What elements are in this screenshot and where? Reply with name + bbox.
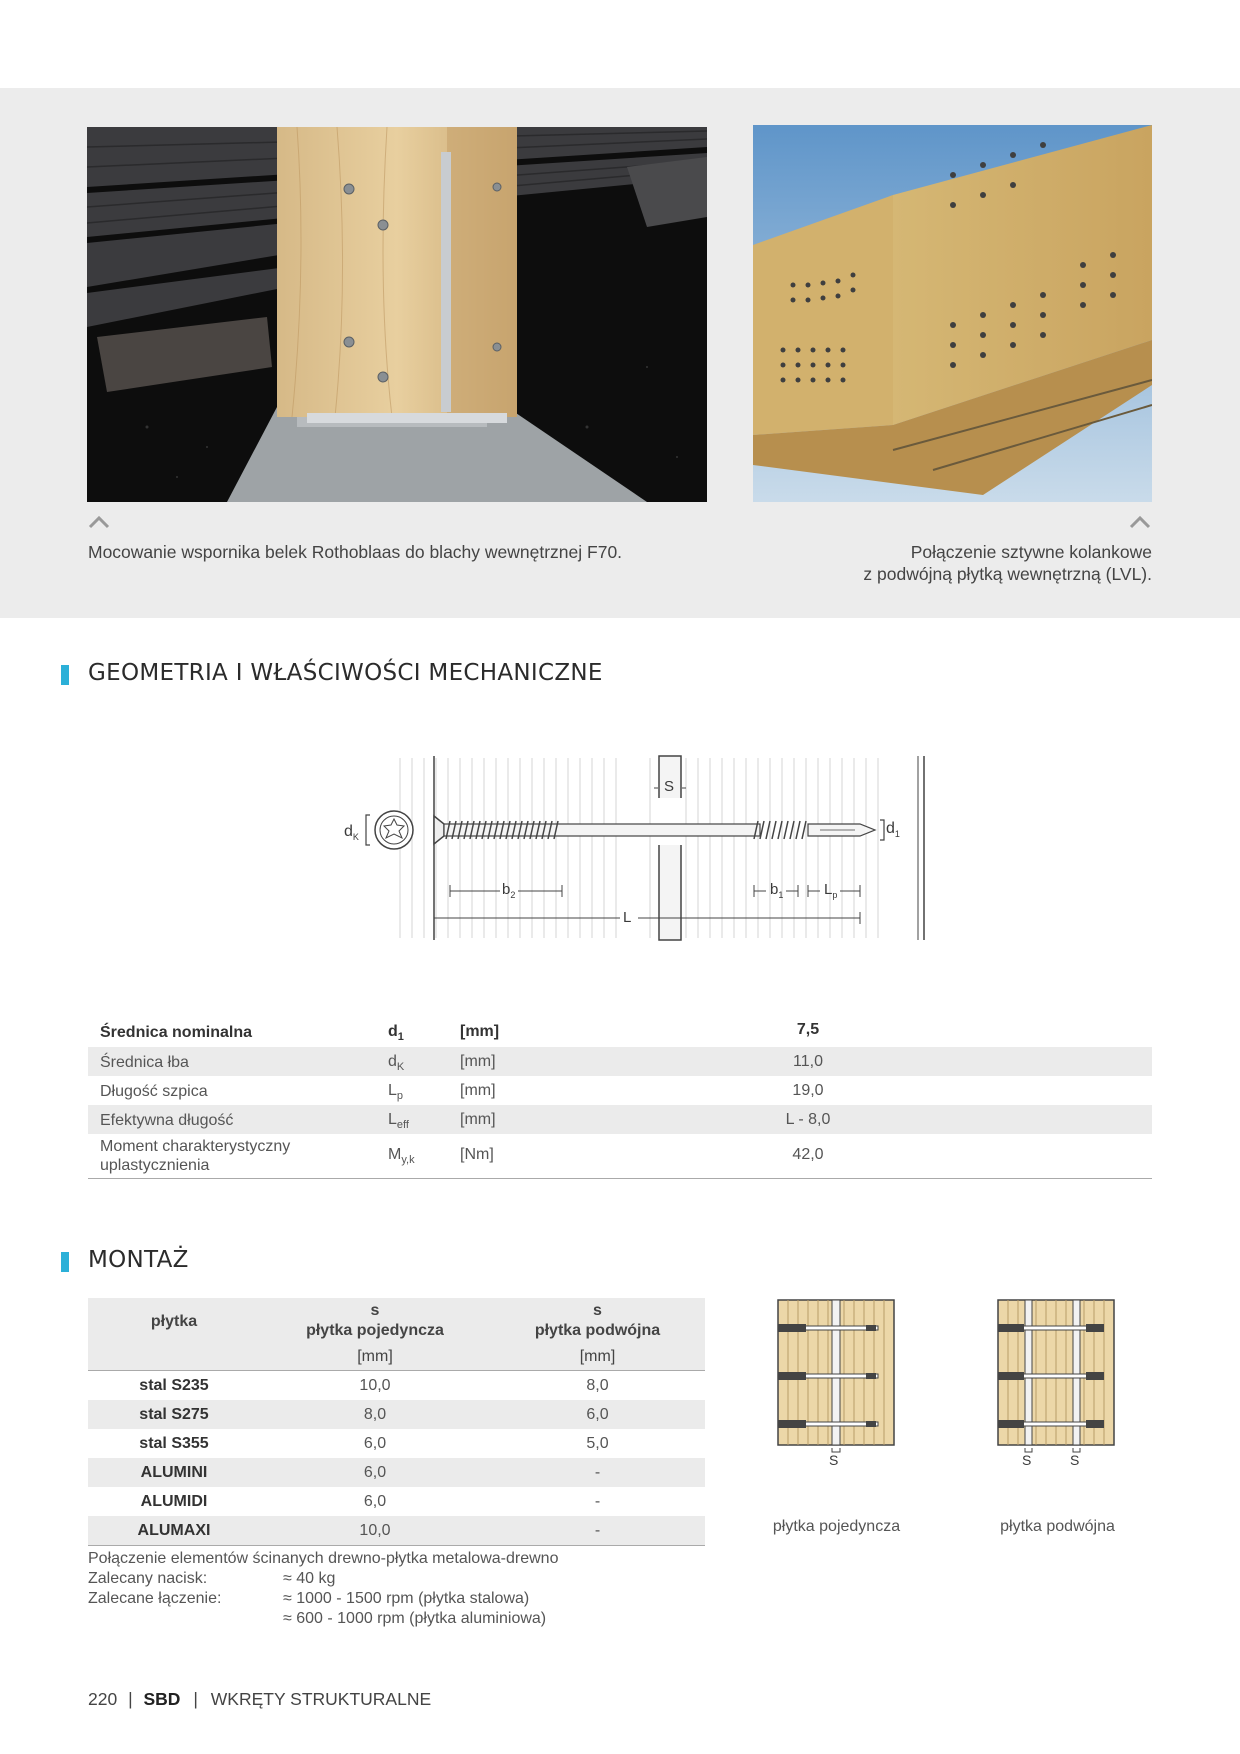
property-name: Długość szpica [100,1083,208,1100]
table-row [88,1516,705,1546]
label-lp: L [824,881,833,898]
note-joint-value-steel: ≈ 1000 - 1500 rpm (płytka stalowa) [283,1590,530,1607]
section-title-assembly: MONTAŻ [88,1247,189,1273]
property-symbol: L [388,1082,397,1099]
table-row [88,1487,705,1516]
single-value: 6,0 [363,1435,387,1452]
note-joint-value-aluminium: ≈ 600 - 1000 rpm (płytka aluminiowa) [283,1610,547,1627]
table-row [88,1371,705,1400]
table-row [88,1429,705,1458]
property-unit: [mm] [460,1023,500,1040]
col-header-s: s [370,1302,380,1319]
double-value: 8,0 [586,1377,609,1394]
property-symbol: L [388,1111,397,1128]
property-row [88,1105,1152,1134]
single-value: 6,0 [363,1464,387,1481]
label-d1-sub: 1 [894,829,900,840]
property-row [88,1076,1152,1105]
photo-post-connection [87,127,707,502]
figure-single-s: S [829,1452,839,1468]
table-row [88,1400,705,1429]
property-value: L - 8,0 [785,1111,831,1128]
property-value: 42,0 [792,1146,824,1163]
property-row [88,1047,1152,1076]
single-value: 6,0 [363,1493,387,1510]
label-b1: b [770,881,779,898]
chevron-up-icon[interactable] [88,515,110,529]
property-symbol-sub: y,k [401,1154,415,1167]
chevron-up-icon[interactable] [1129,515,1151,529]
section-marker [61,665,69,685]
col-header-s: s [593,1302,602,1319]
photo-knee-joint [753,125,1152,502]
footer-brand: SBD [143,1689,181,1709]
property-symbol-sub: K [396,1061,405,1074]
property-header-row [88,1017,1152,1046]
double-value: 5,0 [586,1435,609,1452]
single-value: 10,0 [359,1522,391,1539]
plate-type: stal S355 [139,1435,209,1452]
figure-double-plate [990,1298,1120,1478]
property-value: 19,0 [792,1082,824,1099]
col-header-single: płytka pojedyncza [306,1322,444,1339]
figure-double-s-left: S [1022,1452,1032,1468]
property-symbol: M [388,1146,402,1163]
property-name: Średnica łba [100,1054,189,1071]
plate-type: ALUMAXI [137,1522,211,1539]
property-symbol-sub: 1 [397,1031,404,1044]
col-header-double: płytka podwójna [534,1322,661,1339]
label-b1-sub: 1 [778,890,784,900]
property-name: Efektywna długość [100,1112,234,1129]
figure-single-label: płytka pojedyncza [772,1518,901,1535]
footer-title: WKRĘTY STRUKTURALNE [210,1689,432,1709]
property-symbol: d [388,1023,398,1040]
page-footer: 220 | SBD | WKRĘTY STRUKTURALNE [88,1689,432,1709]
label-s: S [664,778,675,795]
page-number: 220 [88,1689,118,1709]
double-value: - [594,1493,601,1510]
label-lp-sub: p [832,890,838,900]
label-b2-sub: 2 [510,890,516,900]
plate-type: stal S275 [139,1406,209,1423]
col-header-double-unit: [mm] [579,1348,616,1365]
caption-left: Mocowanie wspornika belek Rothoblaas do blachy wewnętrznej F70. [88,542,623,562]
double-value: - [594,1522,601,1539]
col-header-plate: płytka [150,1313,198,1330]
section-marker [61,1252,69,1272]
label-dk-sub: K [352,832,359,843]
property-row [88,1134,1152,1179]
property-symbol: d [388,1053,397,1070]
label-d1: d [886,820,895,837]
table-row [88,1458,705,1487]
assembly-table-header [88,1298,705,1371]
label-l: L [623,909,632,926]
figure-double-s-right: S [1070,1452,1080,1468]
property-value: 11,0 [793,1053,823,1070]
property-name: Moment charakterystyczny uplastycznienia [100,1138,291,1174]
figure-single-plate [770,1298,900,1478]
property-unit: [mm] [460,1082,496,1099]
note-pressure-value: ≈ 40 kg [283,1570,336,1587]
double-value: 6,0 [586,1406,609,1423]
property-unit: [Nm] [460,1146,494,1163]
caption-right-1: Połączenie sztywne kolankowe [910,542,1152,562]
note-joint-label: Zalecane łączenie: [88,1590,222,1607]
label-dk: d [344,823,353,840]
label-b2: b [502,881,511,898]
single-value: 10,0 [359,1377,391,1394]
single-value: 8,0 [363,1406,387,1423]
plate-type: stal S235 [139,1377,209,1394]
property-unit: [mm] [460,1053,496,1070]
property-value: 7,5 [796,1021,820,1038]
property-symbol-sub: p [396,1090,404,1103]
note-connection: Połączenie elementów ścinanych drewno-płytka metalowa-drewno [88,1550,559,1567]
col-header-single-unit: [mm] [357,1348,393,1365]
figure-double-label: płytka podwójna [1000,1518,1115,1535]
caption-right-2: z podwójną płytką wewnętrzną (LVL). [863,564,1152,584]
property-name: Średnica nominalna [100,1024,253,1041]
section-title-geometry: GEOMETRIA I WŁAŚCIWOŚCI MECHANICZNE [88,660,603,686]
property-unit: [mm] [460,1111,496,1128]
double-value: - [594,1464,601,1481]
plate-type: ALUMIDI [140,1493,208,1510]
screw-geometry-diagram [330,748,930,943]
note-pressure-label: Zalecany nacisk: [88,1570,208,1587]
property-symbol-sub: eff [396,1119,409,1132]
plate-type: ALUMINI [140,1464,208,1481]
